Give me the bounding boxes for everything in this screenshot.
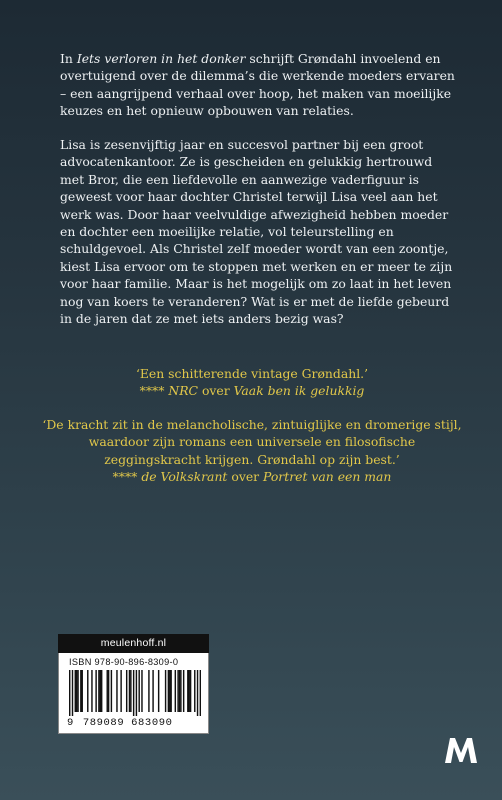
barcode-bar xyxy=(170,670,171,712)
barcode-bar xyxy=(158,670,159,712)
barcode-bar xyxy=(116,670,117,712)
source-work: Vaak ben ik gelukkig xyxy=(233,383,365,399)
barcode-bar xyxy=(95,670,96,712)
barcode-bar xyxy=(190,670,191,712)
source-name: de Volkskrant xyxy=(141,469,228,485)
barcode-bar xyxy=(169,670,170,712)
quote-text: ‘De kracht zit in de melancholische, zintuiglijke en dromerige stijl, waardoor zijn romans een universele en filosofische zeggingskracht krijgen. Grøndahl op zijn best.’ xyxy=(42,417,462,467)
barcode-bar xyxy=(180,670,181,712)
barcode-bar xyxy=(126,670,127,712)
barcode-bar xyxy=(69,670,70,716)
source-over: over xyxy=(227,469,264,485)
barcode-bar xyxy=(152,670,153,712)
barcode-bar xyxy=(75,670,76,712)
quote-source xyxy=(40,468,464,485)
barcode-bar xyxy=(138,670,139,712)
barcode-bar xyxy=(107,670,108,712)
barcode-bar xyxy=(87,670,88,712)
quote-source xyxy=(40,382,464,399)
barcode-bar xyxy=(197,670,198,716)
barcode-bar xyxy=(168,670,169,712)
barcode-bar xyxy=(187,670,188,712)
review-quote-2 xyxy=(40,416,464,486)
isbn-label: ISBN 978-90-896-8309-0 xyxy=(69,657,179,667)
barcode-bar xyxy=(129,670,130,712)
barcode-bar xyxy=(91,670,92,712)
barcode-bar xyxy=(101,670,102,712)
blurb-intro xyxy=(60,50,460,120)
ean-right: 683090 xyxy=(131,717,173,729)
barcode-bar xyxy=(183,670,184,712)
barcode-bar xyxy=(82,670,83,712)
barcode-bar xyxy=(72,670,73,716)
barcode-bar xyxy=(179,670,180,712)
meulenhoff-m-logo xyxy=(443,735,479,765)
barcode-bars xyxy=(69,670,201,716)
source-over: over xyxy=(198,383,234,399)
ean-lead: 9 xyxy=(67,717,74,729)
blurb-synopsis xyxy=(60,136,460,327)
source-name: NRC xyxy=(168,383,199,399)
review-quote-1 xyxy=(40,365,464,400)
barcode-panel xyxy=(58,653,209,734)
ean-digits xyxy=(67,717,200,729)
quote-text: ‘Een schitterende vintage Grøndahl.’ xyxy=(135,366,369,381)
barcode-box xyxy=(58,634,209,734)
barcode-bar xyxy=(175,670,176,712)
barcode-bar xyxy=(98,670,99,712)
barcode-bar xyxy=(148,670,149,712)
blurb-intro-text xyxy=(60,50,460,120)
intro-prefix: In xyxy=(60,51,77,66)
book-title: Iets verloren in het donker xyxy=(76,51,246,66)
source-work: Portret van een man xyxy=(263,469,392,485)
barcode-bar xyxy=(100,670,101,712)
barcode-bar xyxy=(136,670,137,716)
barcode-bar xyxy=(111,670,112,712)
barcode-bar xyxy=(120,670,121,712)
barcode-bar xyxy=(77,670,78,712)
ean-left: 789089 xyxy=(82,717,125,729)
synopsis-text: Lisa is zesenvijftig jaar en succesvol partner bij een groot advocatenkantoor. Ze is gescheiden en gelukkig hertrouwd met Bror, die een liefdevolle en aanwezige vaderfiguur is geweest voor haar dochter Christel terwijl Lisa veel aan het werk was. Door haar veelvuldige afwezigheid hebben moeder en dochter een moeilijke relatie, vol teleurstelling en schuldgevoel. Als Christel zelf moeder wordt van een zoontje, kiest Lisa ervoor om te stoppen met werken en er meer te zijn voor haar familie. Maar is het mogelijk om zo laat in het leven nog van koers te veranderen? Wat is er met de liefde gebeurd in de jaren dat ze met iets anders bezig was? xyxy=(60,137,453,327)
rating-stars: **** xyxy=(112,469,138,485)
barcode-bar xyxy=(188,670,189,712)
barcode-bar xyxy=(194,670,195,712)
barcode-bar xyxy=(133,670,134,716)
barcode-bar xyxy=(177,670,178,712)
barcode-bar xyxy=(130,670,131,712)
publisher-website: meulenhoff.nl xyxy=(58,634,209,653)
barcode-bar xyxy=(141,670,142,712)
barcode-bar xyxy=(165,670,166,712)
intro-body: schrijft Grøndahl invoelend en overtuigend over de dilemma’s die werkende moeders ervaren – een aangrijpend verhaal over hoop, het maken van moeilijke keuzes en het opnieuw opbouwen van relaties. xyxy=(60,51,455,119)
barcode-bar xyxy=(80,670,81,712)
rating-stars: **** xyxy=(139,383,165,399)
barcode-bar xyxy=(76,670,77,712)
barcode-bar xyxy=(200,670,201,716)
barcode-bar xyxy=(108,670,109,712)
